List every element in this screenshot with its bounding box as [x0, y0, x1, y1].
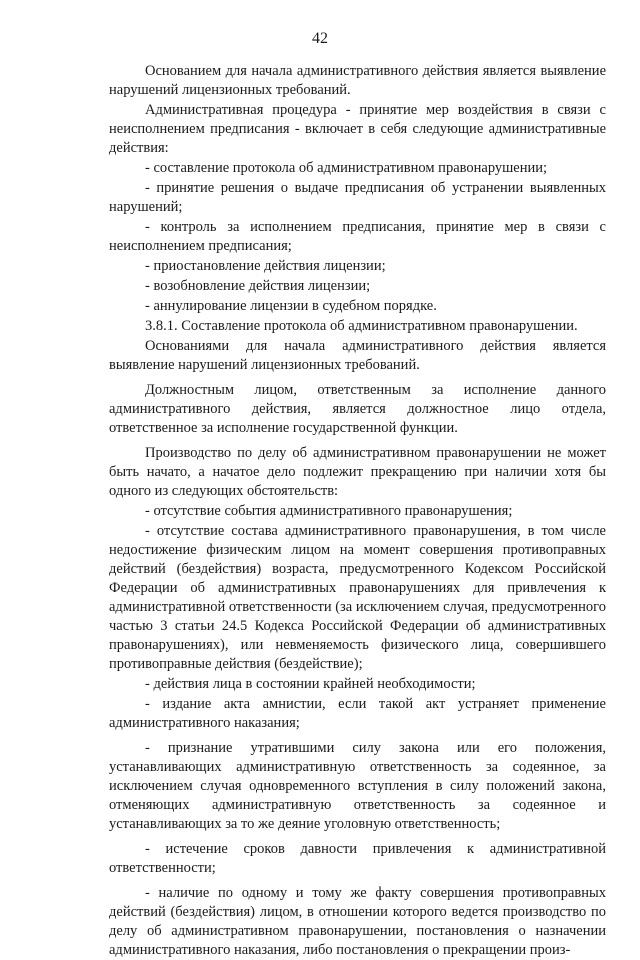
list-item-no-offence: - отсутствие состава административного правонарушения, в том числе недостижение физическим лицом на момент совершения противоправных действий (бездействия) возраста, предусмотренного Кодексом Российской Федерации об административных правонарушениях для привлечения к административной ответственности (за исключением случая, предусмотренного частью 3 статьи 24.5 Кодекса Российской Федерации об административных правонарушениях), или невменяемость физического лица, совершившего противоправные действия (бездействие); [109, 523, 607, 672]
list-item-amnesty: - издание акта амнистии, если такой акт устраняет применение административного наказания; [109, 696, 606, 731]
list-item-license-suspension: - приостановление действия лицензии; [145, 258, 386, 274]
list-item-protocol: - составление протокола об административном правонарушении; [145, 160, 548, 176]
paragraph-proceedings-conditions: Производство по делу об административном правонарушении не может быть начато, а начатое дело подлежит прекращению при наличии хотя бы одного из следующих обстоятельств: [109, 445, 606, 499]
list-item-license-annulment: - аннулирование лицензии в судебном порядке. [145, 298, 437, 314]
list-item-order-control: - контроль за исполнением предписания, принятие мер в связи с неисполнением предписания; [109, 219, 606, 254]
list-item-order-decision: - принятие решения о выдаче предписания об устранении выявленных нарушений; [109, 180, 606, 215]
document-body [109, 62, 606, 960]
list-item-extreme-necessity: - действия лица в состоянии крайней необходимости; [145, 676, 476, 692]
section-heading-3-8-1: 3.8.1. Составление протокола об административном правонарушении. [145, 318, 578, 334]
paragraph-grounds: Основаниями для начала административного действия является выявление нарушений лицензионных требований. [109, 338, 606, 373]
list-item-law-repeal: - признание утратившими силу закона или его положения, устанавливающих административную ответственность за содеянное, за исключением случая одновременного вступления в силу положений закона, отменяющих административную ответственность за содеянное и устанавливающих за то же деяние уголовную ответственность; [109, 740, 606, 832]
list-item-no-event: - отсутствие события административного правонарушения; [145, 503, 513, 519]
paragraph-basis-intro: Основанием для начала административного действия является выявление нарушений лицензионных требований. [109, 63, 606, 98]
list-item-existing-ruling: - наличие по одному и тому же факту совершения противоправных действий (бездействия) лицом, в отношении которого ведется производство по делу об административном правонарушении, постановления о назначении административного наказания, либо постановления о прекращении произ- [109, 885, 606, 958]
list-item-limitation-expiry: - истечение сроков давности привлечения к административной ответственности; [109, 841, 606, 876]
paragraph-procedure-definition: Административная процедура - принятие мер воздействия в связи с неисполнением предписания - включает в себя следующие административные действия: [109, 102, 606, 156]
page-number: 42 [312, 30, 328, 47]
paragraph-responsible-official: Должностным лицом, ответственным за исполнение данного административного действия, является должностное лицо отдела, ответственное за исполнение государственной функции. [109, 382, 606, 436]
list-item-license-renewal: - возобновление действия лицензии; [145, 278, 371, 294]
